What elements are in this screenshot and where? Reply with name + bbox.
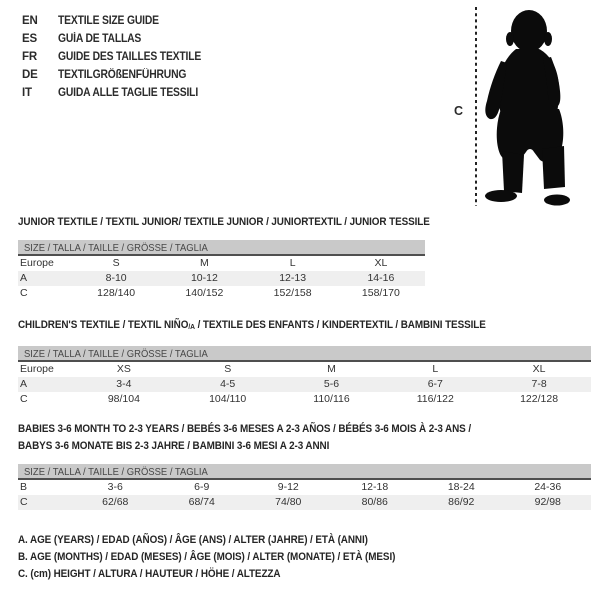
language-row-de [22,66,217,84]
size-header-text: SIZE / TALLA / TAILLE / GRÖSSE / TAGLIA [24,348,208,360]
cell: 74/80 [275,496,302,508]
cell: 152/158 [273,287,312,299]
language-code: ES [22,33,37,45]
height-label-c: C [454,104,464,118]
footnote-legend [18,532,437,583]
cell: 7-8 [531,378,547,390]
cell: 3-4 [116,378,132,390]
cell: 128/140 [97,287,136,299]
language-row-es [22,30,217,48]
cell: 12-13 [279,272,307,284]
table-row [18,362,591,377]
table-row [18,377,591,392]
title-subscript: /A [188,322,195,331]
language-code: FR [22,51,37,63]
cell: 158/170 [361,287,400,299]
cell: 12-18 [361,481,389,493]
table-row [18,256,425,271]
cell: 3-6 [107,481,123,493]
size-header-bar [18,346,591,362]
footnote-c [18,566,437,583]
language-code: EN [22,15,38,27]
cell: 8-10 [105,272,127,284]
row-label: A [20,378,28,390]
cell: 68/74 [188,496,215,508]
row-label: Europe [20,257,54,269]
cell: 6-9 [194,481,210,493]
row-label: C [20,287,28,299]
junior-textile-title-text: JUNIOR TEXTILE / TEXTIL JUNIOR/ TEXTILE JUNIOR / JUNIORTEXTIL / JUNIOR TESSILE [18,216,430,228]
language-title: TEXTILGRÖßENFÜHRUNG [58,69,187,81]
junior-size-table [18,240,425,301]
cell: 18-24 [447,481,475,493]
cell: 110/116 [313,393,350,405]
cell: L [432,363,439,375]
language-row-it [22,84,217,102]
baby-silhouette [485,10,570,206]
cell: XL [532,363,546,375]
language-row-fr [22,48,217,66]
size-header-bar [18,464,591,480]
title-part: / TEXTILE DES ENFANTS / KINDERTEXTIL / BAMBINI TESSILE [194,319,486,331]
cell: 98/104 [107,393,140,405]
language-title: TEXTILE SIZE GUIDE [58,15,159,27]
footnote-b [18,549,437,566]
babies-textile-title [18,421,521,455]
footnote-b-text: B. AGE (MONTHS) / EDAD (MESES) / ÂGE (MOIS) / ALTER (MONATE) / ETÀ (MESI) [18,551,396,563]
table-row [18,286,425,301]
language-title: GUIDA ALLE TAGLIE TESSILI [58,87,199,99]
childrens-textile-title [18,319,538,331]
junior-textile-title [18,216,476,228]
childrens-textile-title-text [18,319,486,331]
language-code: DE [22,69,38,81]
cell: XS [116,363,131,375]
cell: 104/110 [209,393,247,405]
cell: 140/152 [185,287,224,299]
cell: 6-7 [427,378,443,390]
size-header-text: SIZE / TALLA / TAILLE / GRÖSSE / TAGLIA [24,242,208,254]
cell: M [327,363,336,375]
cell: 4-5 [220,378,236,390]
cell: 116/122 [416,393,454,405]
row-label: C [20,393,28,405]
language-row-en [22,12,217,30]
language-title-list [22,12,217,102]
cell: 92/98 [534,496,561,508]
language-title: GUIDE DES TAILLES TEXTILE [58,51,202,63]
babies-title-line1: BABIES 3-6 MONTH TO 2-3 YEARS / BEBÉS 3-6 MESES A 2-3 AÑOS / BÉBÉS 3-6 MOIS À 2-3 ANS / [18,423,471,435]
size-header-bar [18,240,425,256]
cell: 10-12 [190,272,218,284]
table-row [18,480,591,495]
footnote-a-text: A. AGE (YEARS) / EDAD (AÑOS) / ÂGE (ANS) / ALTER (JAHRE) / ETÀ (ANNI) [18,534,368,546]
cell: XL [374,257,388,269]
title-part: CHILDREN'S TEXTILE / TEXTIL NIÑO [18,319,189,331]
babies-title-line2: BABYS 3-6 MONATE BIS 2-3 JAHRE / BAMBINI 3-6 MESI A 2-3 ANNI [18,440,330,452]
cell: 24-36 [534,481,562,493]
footnote-a [18,532,437,549]
cell: 122/128 [520,393,559,405]
cell: 86/92 [448,496,475,508]
childrens-size-table [18,346,591,407]
row-label: Europe [20,363,54,375]
baby-silhouette-icon [468,5,572,210]
cell: 62/68 [102,496,129,508]
row-label: B [20,481,28,493]
cell: 80/86 [361,496,388,508]
babies-size-table [18,464,591,510]
cell: 9-12 [277,481,299,493]
footnote-c-text: C. (cm) HEIGHT / ALTURA / HAUTEUR / HÖHE / ALTEZZA [18,568,281,580]
table-row [18,495,591,510]
cell: 14-16 [367,272,395,284]
cell: M [200,257,209,269]
language-title: GUÍA DE TALLAS [58,33,142,45]
row-label: C [20,496,28,508]
language-code: IT [22,87,32,99]
table-row [18,392,591,407]
cell: 5-6 [323,378,340,390]
height-measure-figure [448,5,578,210]
row-label: A [20,272,28,284]
cell: S [224,363,232,375]
cell: L [289,257,296,269]
cell: S [112,257,120,269]
size-header-text: SIZE / TALLA / TAILLE / GRÖSSE / TAGLIA [24,466,208,478]
table-row [18,271,425,286]
